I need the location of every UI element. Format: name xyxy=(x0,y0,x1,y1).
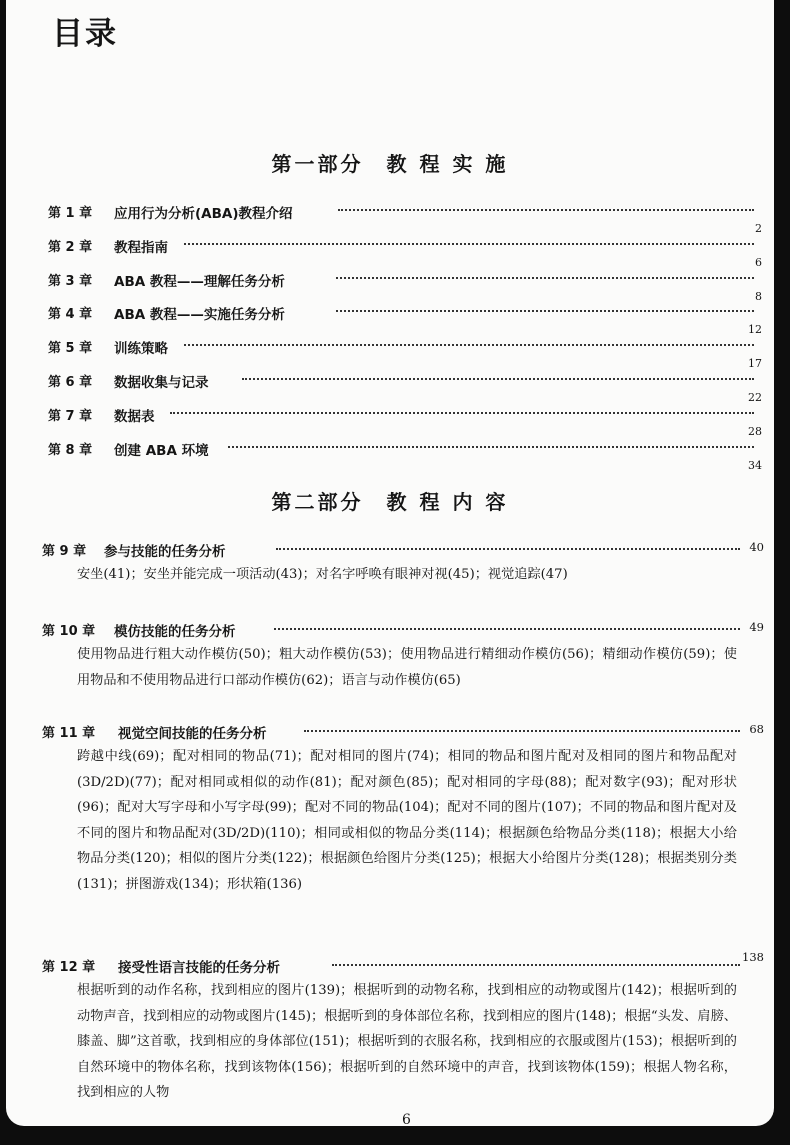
chapter-title: 创建 ABA 环境 xyxy=(114,442,209,459)
chapter-number: 第 1 章 xyxy=(48,206,93,221)
page-title: 目录 xyxy=(52,16,118,52)
chapter-number: 第 3 章 xyxy=(48,273,93,289)
chapter-title: ABA 教程——理解任务分析 xyxy=(114,273,285,290)
leader-dots xyxy=(338,209,754,211)
document-page xyxy=(6,0,774,1126)
chapter-contents: 根据听到的动作名称，找到相应的图片(139)；根据听到的动物名称，找到相应的动物或图片(142)；根据听到的动物声音，找到相应的动物或图片(145)；根据听到的身体部位名称，找到相应的图片(148)；根据“头发、肩膀、膝盖、脚”这首歌，找到相应的身体部位(151)；根据听到的衣服名称，找到相应的衣服或图片(153)；根据听到的自然环境中的物体名称，找到该物体(156)；根据听到的自然环境中的声音，找到该物体(159)；根据人物名称，找到相应的人物 xyxy=(77,983,737,1100)
toc-entry xyxy=(48,369,760,403)
part1-heading: 第一部分 教 程 实 施 xyxy=(271,152,509,176)
chapter-title: 训练策略 xyxy=(114,341,168,358)
toc-entry xyxy=(48,301,760,335)
leader-dots xyxy=(332,964,740,966)
leader-dots xyxy=(184,344,754,346)
page-ref: 22 xyxy=(748,390,762,404)
page-ref: 49 xyxy=(749,620,764,634)
chapter-title: 参与技能的任务分析 xyxy=(104,544,226,560)
page-ref: 28 xyxy=(748,424,762,438)
page-ref: 17 xyxy=(748,357,762,371)
toc-chapter xyxy=(42,720,762,897)
chapter-number: 第 5 章 xyxy=(48,341,93,357)
chapter-title: 教程指南 xyxy=(114,239,168,256)
chapter-number: 第 6 章 xyxy=(48,374,93,390)
chapter-title: ABA 教程——实施任务分析 xyxy=(114,307,285,324)
leader-dots xyxy=(274,628,740,630)
toc-entry xyxy=(48,437,760,471)
leader-dots xyxy=(336,277,754,279)
toc-chapter xyxy=(42,618,762,693)
leader-dots xyxy=(276,548,740,550)
page-ref: 2 xyxy=(755,222,762,235)
chapter-title: 应用行为分析(ABA)教程介绍 xyxy=(114,206,293,222)
chapter-title: 模仿技能的任务分析 xyxy=(114,624,236,640)
toc-entry xyxy=(48,268,760,302)
toc-chapter xyxy=(42,538,762,588)
chapter-number: 第 7 章 xyxy=(48,408,93,424)
page-ref: 68 xyxy=(749,722,764,736)
toc-chapter xyxy=(42,950,764,1106)
leader-dots xyxy=(242,378,754,380)
part1-toc xyxy=(48,200,760,470)
page-ref: 12 xyxy=(748,323,762,337)
toc-entry xyxy=(48,200,760,234)
chapter-contents: 安坐(41)；安坐并能完成一项活动(43)；对名字呼唤有眼神对视(45)；视觉追踪(47) xyxy=(77,567,568,582)
chapter-number: 第 10 章 xyxy=(42,624,96,639)
leader-dots xyxy=(336,310,754,312)
toc-entry xyxy=(48,403,760,437)
toc-entry xyxy=(48,335,760,369)
leader-dots xyxy=(170,412,754,414)
page-ref: 138 xyxy=(742,950,764,964)
page-number: 6 xyxy=(402,1112,411,1126)
chapter-contents: 使用物品进行粗大动作模仿(50)；粗大动作模仿(53)；使用物品进行精细动作模仿(56)；精细动作模仿(59)；使用物品和不使用物品进行口部动作模仿(62)；语言与动作模仿(65) xyxy=(77,647,737,688)
chapter-title: 数据收集与记录 xyxy=(114,374,209,391)
leader-dots xyxy=(304,730,740,732)
chapter-title: 视觉空间技能的任务分析 xyxy=(118,726,267,742)
page-ref: 40 xyxy=(749,540,764,554)
chapter-number: 第 4 章 xyxy=(48,307,93,323)
chapter-number: 第 9 章 xyxy=(42,544,87,559)
chapter-number: 第 8 章 xyxy=(48,442,93,458)
part2-heading: 第二部分 教 程 内 容 xyxy=(271,490,509,514)
page-ref: 34 xyxy=(748,458,762,472)
leader-dots xyxy=(228,446,754,448)
chapter-title: 数据表 xyxy=(114,408,155,425)
chapter-number: 第 12 章 xyxy=(42,960,96,975)
chapter-contents: 跨越中线(69)；配对相同的物品(71)；配对相同的图片(74)；相同的物品和图片配对及相同的图片和物品配对(3D/2D)(77)；配对相同或相似的动作(81)；配对颜色(85)；配对相同的字母(88)；配对数字(93)；配对形状(96)；配对大写字母和小写字母(99)；配对不同的物品(104)；配对不同的图片(107)；不同的物品和图片配对及不同的图片和物品配对(3D/2D)(110)；相同或相似的物品分类(114)；根据颜色给物品分类(118)；根据大小给物品分类(120)；相似的图片分类(122)；根据颜色给图片分类(125)；根据大小给图片分类(128)；根据类别分类(131)；拼图游戏(134)；形状箱(136) xyxy=(77,749,737,892)
page-ref: 6 xyxy=(755,255,762,269)
toc-entry xyxy=(48,234,760,268)
chapter-number: 第 11 章 xyxy=(42,726,96,741)
page-ref: 8 xyxy=(755,289,762,303)
chapter-title: 接受性语言技能的任务分析 xyxy=(118,960,280,976)
leader-dots xyxy=(184,243,754,245)
chapter-number: 第 2 章 xyxy=(48,239,93,255)
